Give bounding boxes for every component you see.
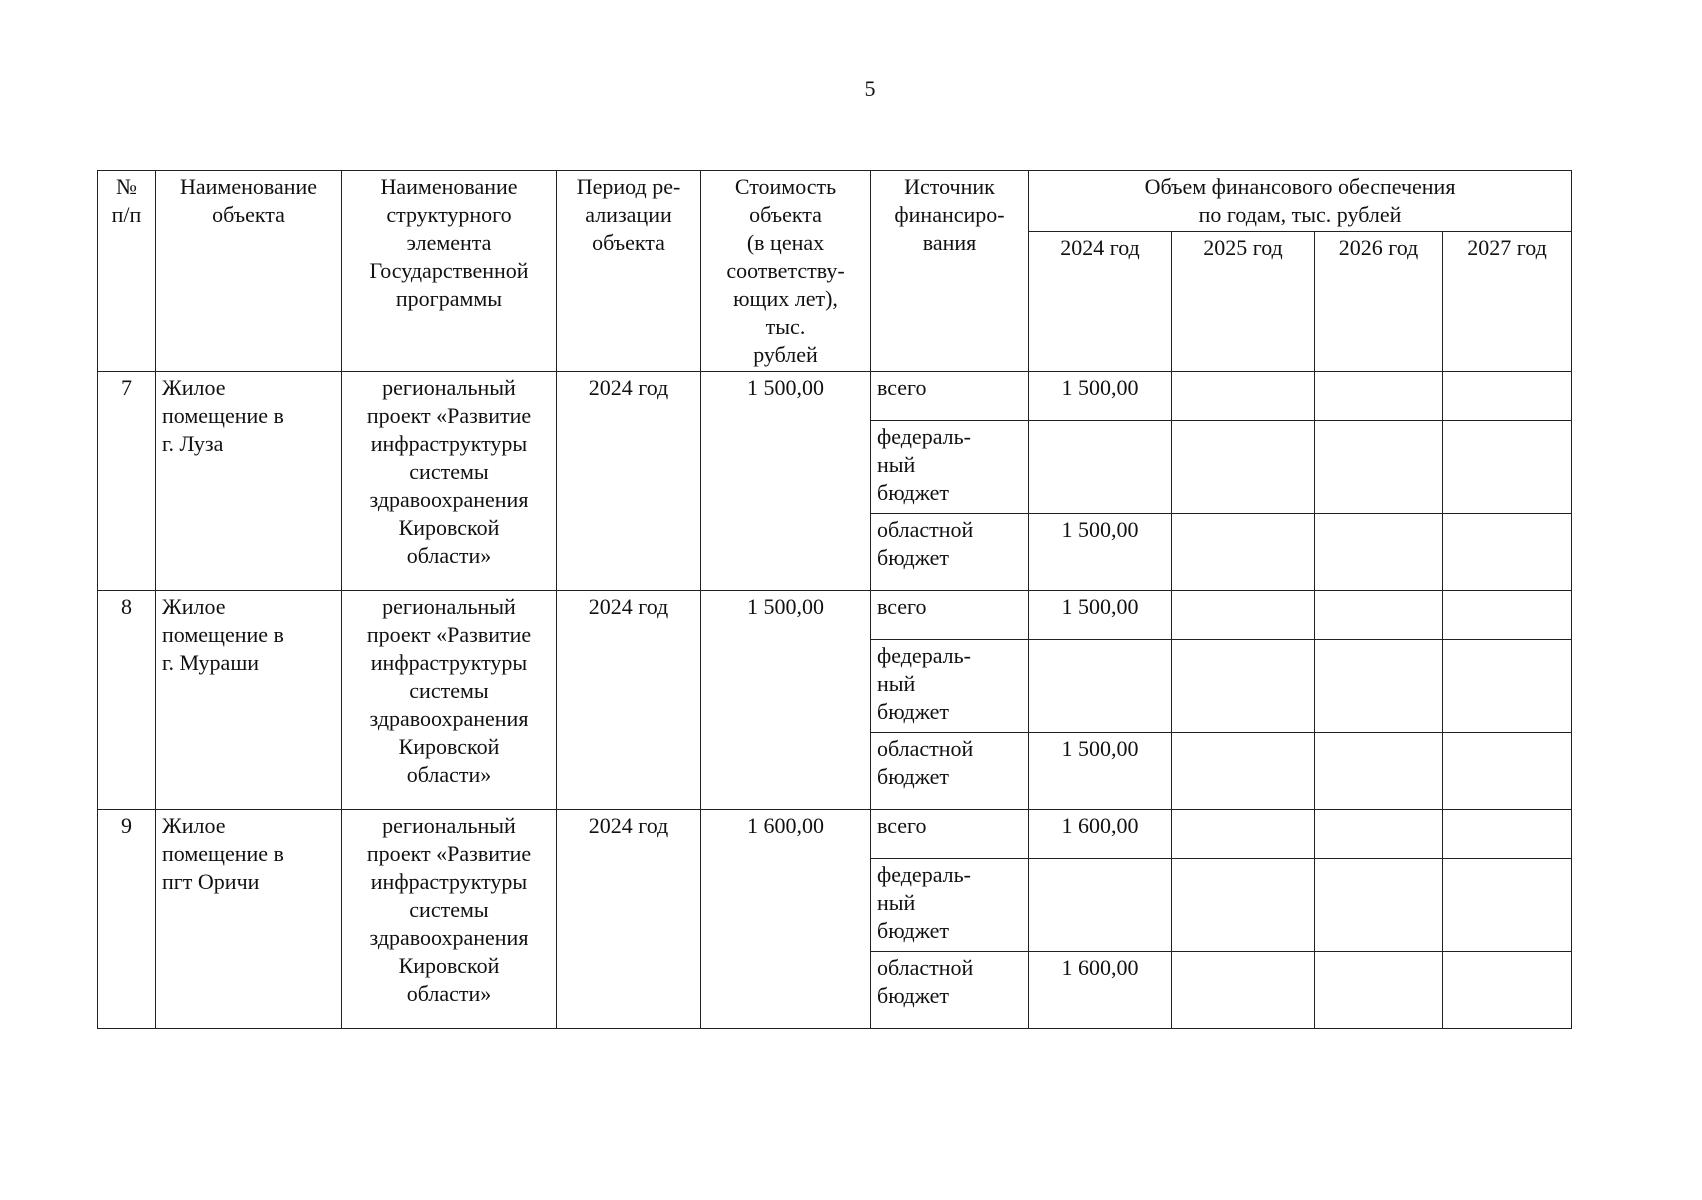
value-2025 — [1172, 640, 1315, 733]
value-2026 — [1315, 859, 1443, 952]
source-label: федераль- ный бюджет — [871, 640, 1029, 733]
header-year-2024: 2024 год — [1029, 232, 1172, 372]
value-2026 — [1315, 591, 1443, 640]
header-year-2025: 2025 год — [1172, 232, 1315, 372]
value-2024: 1 500,00 — [1029, 372, 1172, 421]
value-2024 — [1029, 421, 1172, 514]
structural-element: региональный проект «Развитие инфраструктуры системы здравоохранения Кировской области» — [342, 591, 557, 810]
value-2027 — [1443, 591, 1572, 640]
source-label: всего — [871, 810, 1029, 859]
value-2024: 1 600,00 — [1029, 810, 1172, 859]
value-2026 — [1315, 514, 1443, 591]
value-2027 — [1443, 514, 1572, 591]
value-2027 — [1443, 640, 1572, 733]
financing-table — [97, 170, 1572, 1029]
header-year-2026: 2026 год — [1315, 232, 1443, 372]
table-row — [98, 810, 1572, 859]
source-label: областной бюджет — [871, 514, 1029, 591]
source-label: областной бюджет — [871, 952, 1029, 1029]
cost: 1 600,00 — [701, 810, 871, 1029]
cost: 1 500,00 — [701, 372, 871, 591]
source-label: областной бюджет — [871, 733, 1029, 810]
source-label: всего — [871, 591, 1029, 640]
value-2026 — [1315, 733, 1443, 810]
value-2026 — [1315, 952, 1443, 1029]
object-name: Жилое помещение в г. Мураши — [156, 591, 342, 810]
header-cost: Стоимость объекта (в ценах соответству- ющих лет), тыс. рублей — [701, 171, 871, 372]
value-2025 — [1172, 514, 1315, 591]
value-2024: 1 500,00 — [1029, 591, 1172, 640]
object-name: Жилое помещение в г. Луза — [156, 372, 342, 591]
value-2025 — [1172, 733, 1315, 810]
cost: 1 500,00 — [701, 591, 871, 810]
row-num: 8 — [98, 591, 156, 810]
header-structural-element: Наименование структурного элемента Государственной программы — [342, 171, 557, 372]
value-2025 — [1172, 372, 1315, 421]
table-row — [98, 591, 1572, 640]
structural-element: региональный проект «Развитие инфраструктуры системы здравоохранения Кировской области» — [342, 372, 557, 591]
row-num: 9 — [98, 810, 156, 1029]
value-2027 — [1443, 733, 1572, 810]
value-2027 — [1443, 421, 1572, 514]
source-label: федераль- ный бюджет — [871, 421, 1029, 514]
period: 2024 год — [557, 591, 701, 810]
header-object-name: Наименование объекта — [156, 171, 342, 372]
page-number: 5 — [864, 76, 876, 101]
value-2025 — [1172, 591, 1315, 640]
value-2027 — [1443, 372, 1572, 421]
header-row — [98, 171, 1572, 232]
value-2024 — [1029, 640, 1172, 733]
value-2027 — [1443, 952, 1572, 1029]
value-2026 — [1315, 640, 1443, 733]
period: 2024 год — [557, 372, 701, 591]
header-financing-volume: Объем финансового обеспечения по годам, тыс. рублей — [1029, 171, 1572, 232]
value-2025 — [1172, 952, 1315, 1029]
source-label: федераль- ный бюджет — [871, 859, 1029, 952]
value-2027 — [1443, 810, 1572, 859]
value-2025 — [1172, 859, 1315, 952]
value-2024 — [1029, 859, 1172, 952]
row-num: 7 — [98, 372, 156, 591]
value-2024: 1 600,00 — [1029, 952, 1172, 1029]
table-row — [98, 372, 1572, 421]
value-2027 — [1443, 859, 1572, 952]
object-name: Жилое помещение в пгт Оричи — [156, 810, 342, 1029]
value-2024: 1 500,00 — [1029, 733, 1172, 810]
value-2025 — [1172, 810, 1315, 859]
value-2026 — [1315, 421, 1443, 514]
structural-element: региональный проект «Развитие инфраструктуры системы здравоохранения Кировской области» — [342, 810, 557, 1029]
header-funding-source: Источник финансиро- вания — [871, 171, 1029, 372]
period: 2024 год — [557, 810, 701, 1029]
value-2025 — [1172, 421, 1315, 514]
header-num: № п/п — [98, 171, 156, 372]
header-period: Период ре- ализации объекта — [557, 171, 701, 372]
header-year-2027: 2027 год — [1443, 232, 1572, 372]
value-2024: 1 500,00 — [1029, 514, 1172, 591]
value-2026 — [1315, 810, 1443, 859]
value-2026 — [1315, 372, 1443, 421]
source-label: всего — [871, 372, 1029, 421]
